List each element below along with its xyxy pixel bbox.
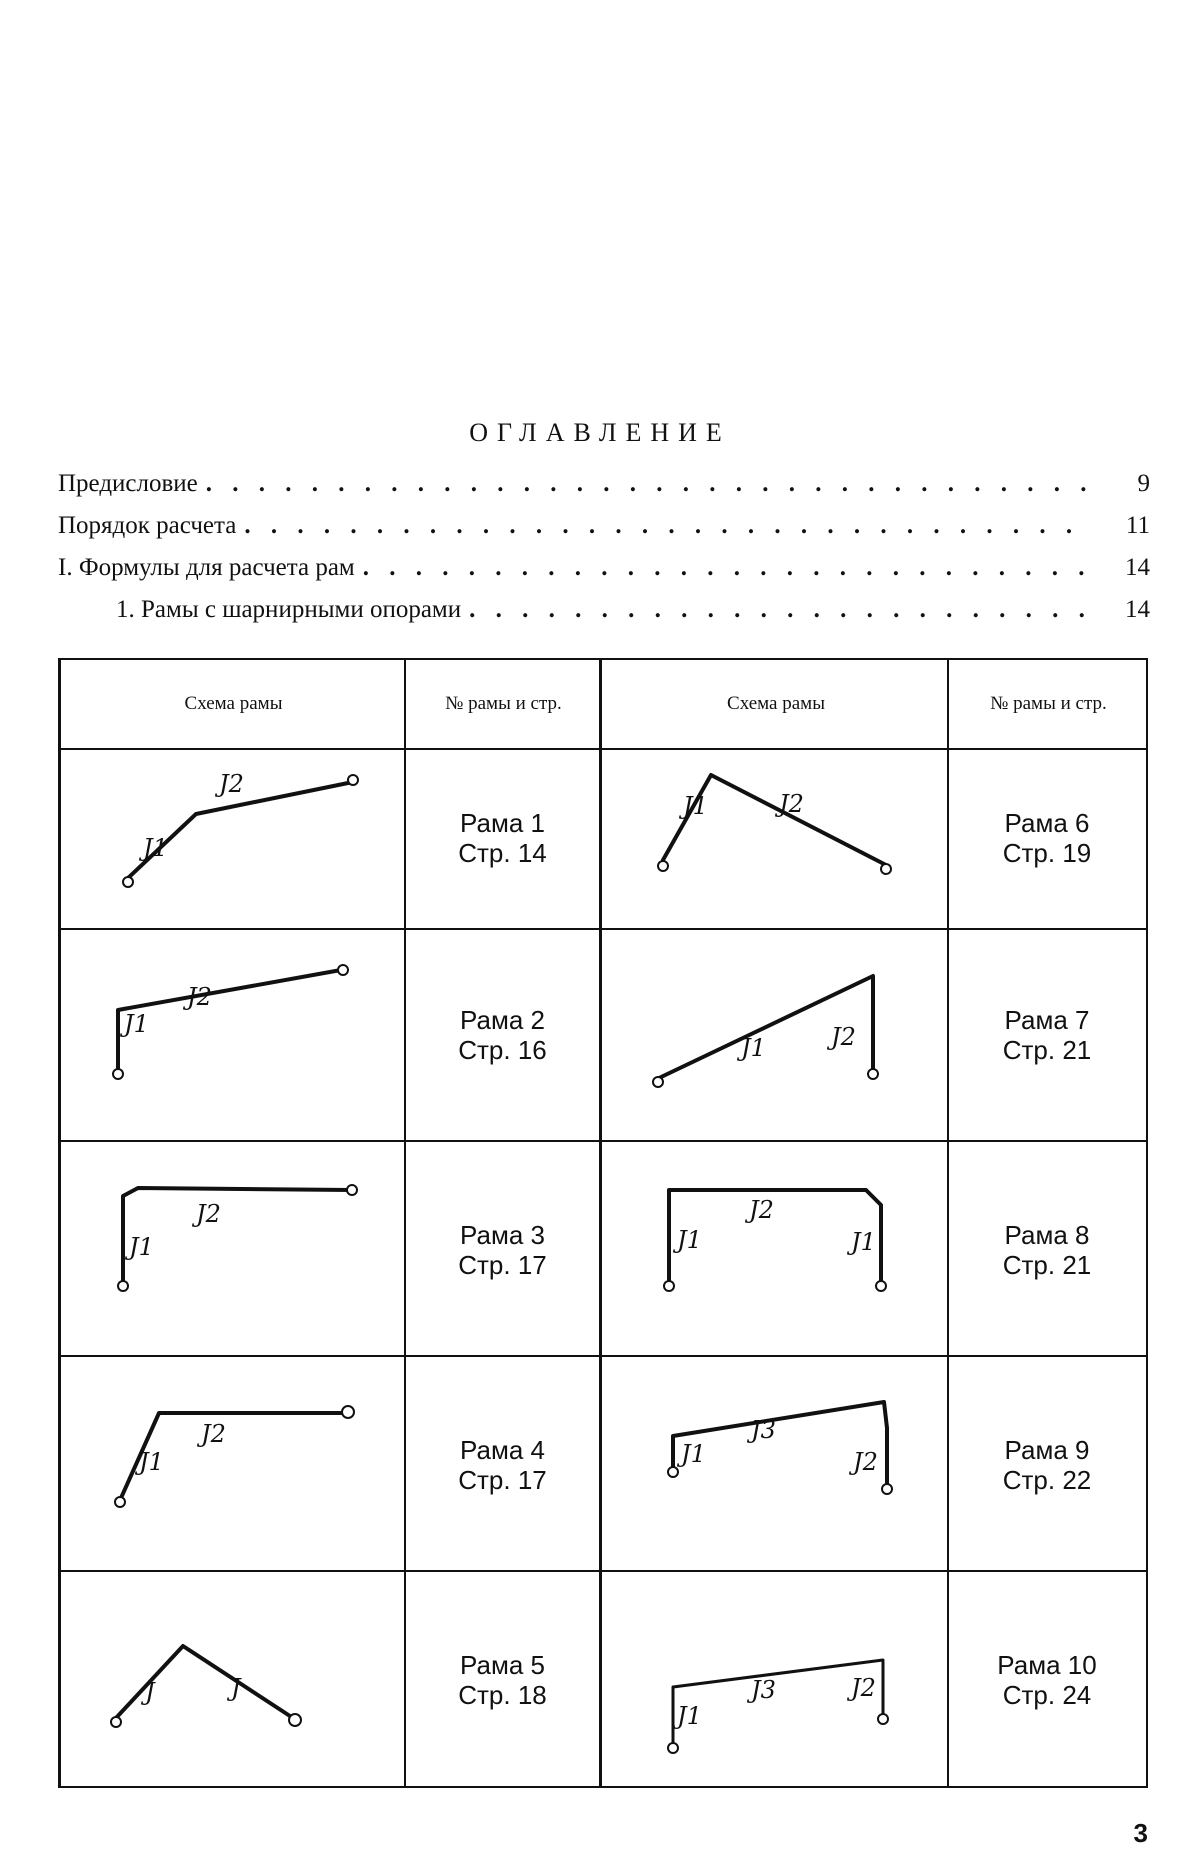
toc-entry[interactable] bbox=[58, 512, 1150, 554]
member-label: J1 bbox=[851, 1228, 876, 1256]
frame-ref-cell bbox=[406, 1650, 599, 1710]
frame-ref-cell bbox=[406, 808, 599, 868]
frame-5-diagram bbox=[111, 1646, 301, 1727]
frame-number: Рама 4 bbox=[460, 1435, 545, 1465]
page-number: 3 bbox=[1133, 1818, 1148, 1848]
frame-page: Стр. 22 bbox=[1002, 1465, 1092, 1495]
frame-6-diagram bbox=[658, 775, 891, 874]
frame-number: Рама 10 bbox=[997, 1650, 1097, 1680]
member-label: J1 bbox=[124, 1010, 149, 1038]
frame-page: Стр. 17 bbox=[458, 1250, 547, 1280]
frame-ref-cell bbox=[949, 1435, 1145, 1495]
toc-entry-label: Порядок расчета bbox=[58, 512, 237, 539]
frame-number: Рама 3 bbox=[460, 1220, 545, 1250]
member-label: J2 bbox=[831, 1023, 856, 1051]
member-label: J2 bbox=[851, 1674, 876, 1702]
frame-page: Стр. 14 bbox=[458, 838, 547, 868]
member-label: J bbox=[231, 1674, 241, 1702]
member-label: J1 bbox=[677, 1702, 702, 1730]
toc-entry[interactable] bbox=[58, 596, 1150, 638]
member-label: J1 bbox=[139, 1448, 164, 1476]
frame-ref-cell bbox=[406, 1005, 599, 1065]
member-label: J1 bbox=[681, 1440, 706, 1468]
frame-page: Стр. 17 bbox=[458, 1465, 547, 1495]
toc-leader-dots bbox=[469, 596, 1090, 624]
member-label: J2 bbox=[187, 983, 212, 1011]
toc-entry-page: 11 bbox=[1125, 512, 1150, 539]
member-label: J2 bbox=[779, 790, 804, 818]
member-label: J1 bbox=[683, 792, 708, 820]
toc-title: ОГЛАВЛЕНИЕ bbox=[469, 418, 731, 447]
member-label: J bbox=[145, 1678, 155, 1706]
frame-ref-cell bbox=[949, 1220, 1145, 1280]
header-scheme: Схема рамы bbox=[727, 693, 825, 714]
frame-ref-cell bbox=[406, 1220, 599, 1280]
header-frame-page: № рамы и стр. bbox=[990, 693, 1107, 714]
header-frame-page: № рамы и стр. bbox=[445, 693, 562, 714]
toc-entry-label: 1. Рамы с шарнирными опорами bbox=[116, 596, 462, 623]
toc-entry[interactable] bbox=[58, 470, 1150, 512]
frame-number: Рама 9 bbox=[1004, 1435, 1090, 1465]
member-label: J2 bbox=[219, 770, 244, 798]
header-scheme: Схема рамы bbox=[184, 693, 283, 714]
frame-page: Стр. 18 bbox=[458, 1680, 547, 1710]
frame-page: Стр. 21 bbox=[1002, 1250, 1092, 1280]
frame-page: Стр. 21 bbox=[1002, 1035, 1092, 1065]
toc-entry-page: 14 bbox=[1125, 596, 1150, 623]
member-label: J1 bbox=[677, 1226, 702, 1254]
frame-page: Стр. 24 bbox=[1002, 1680, 1092, 1710]
member-label: J3 bbox=[751, 1416, 776, 1444]
member-label: J1 bbox=[129, 1233, 154, 1261]
frame-number: Рама 8 bbox=[1004, 1220, 1090, 1250]
frame-number: Рама 2 bbox=[460, 1005, 545, 1035]
member-label: J1 bbox=[741, 1034, 766, 1062]
frame-ref-cell bbox=[949, 1650, 1145, 1710]
frame-page: Стр. 19 bbox=[1002, 838, 1092, 868]
toc-entry-page: 14 bbox=[1125, 554, 1150, 581]
frame-page: Стр. 16 bbox=[458, 1035, 547, 1065]
toc-entry-label: Предисловие bbox=[58, 470, 198, 497]
frame-ref-cell bbox=[949, 1005, 1145, 1065]
toc-entry-page: 9 bbox=[1137, 470, 1150, 497]
frame-ref-cell bbox=[949, 808, 1145, 868]
toc-entry-label: I. Формулы для расчета рам bbox=[58, 554, 355, 581]
frame-number: Рама 6 bbox=[1004, 808, 1090, 838]
frame-number: Рама 7 bbox=[1004, 1005, 1090, 1035]
member-label: J2 bbox=[749, 1196, 774, 1224]
member-label: J2 bbox=[196, 1200, 221, 1228]
toc-list bbox=[58, 470, 1150, 638]
member-label: J3 bbox=[751, 1676, 776, 1704]
frame-number: Рама 5 bbox=[460, 1650, 545, 1680]
frames-table bbox=[58, 658, 1148, 1788]
toc-leader-dots bbox=[206, 470, 1090, 498]
member-label: J1 bbox=[143, 834, 168, 862]
frame-number: Рама 1 bbox=[460, 808, 545, 838]
toc-leader-dots bbox=[363, 554, 1090, 582]
frame-ref-cell bbox=[406, 1435, 599, 1495]
toc-entry[interactable] bbox=[58, 554, 1150, 596]
toc-leader-dots bbox=[244, 512, 1090, 540]
member-label: J2 bbox=[853, 1448, 878, 1476]
member-label: J2 bbox=[201, 1420, 226, 1448]
